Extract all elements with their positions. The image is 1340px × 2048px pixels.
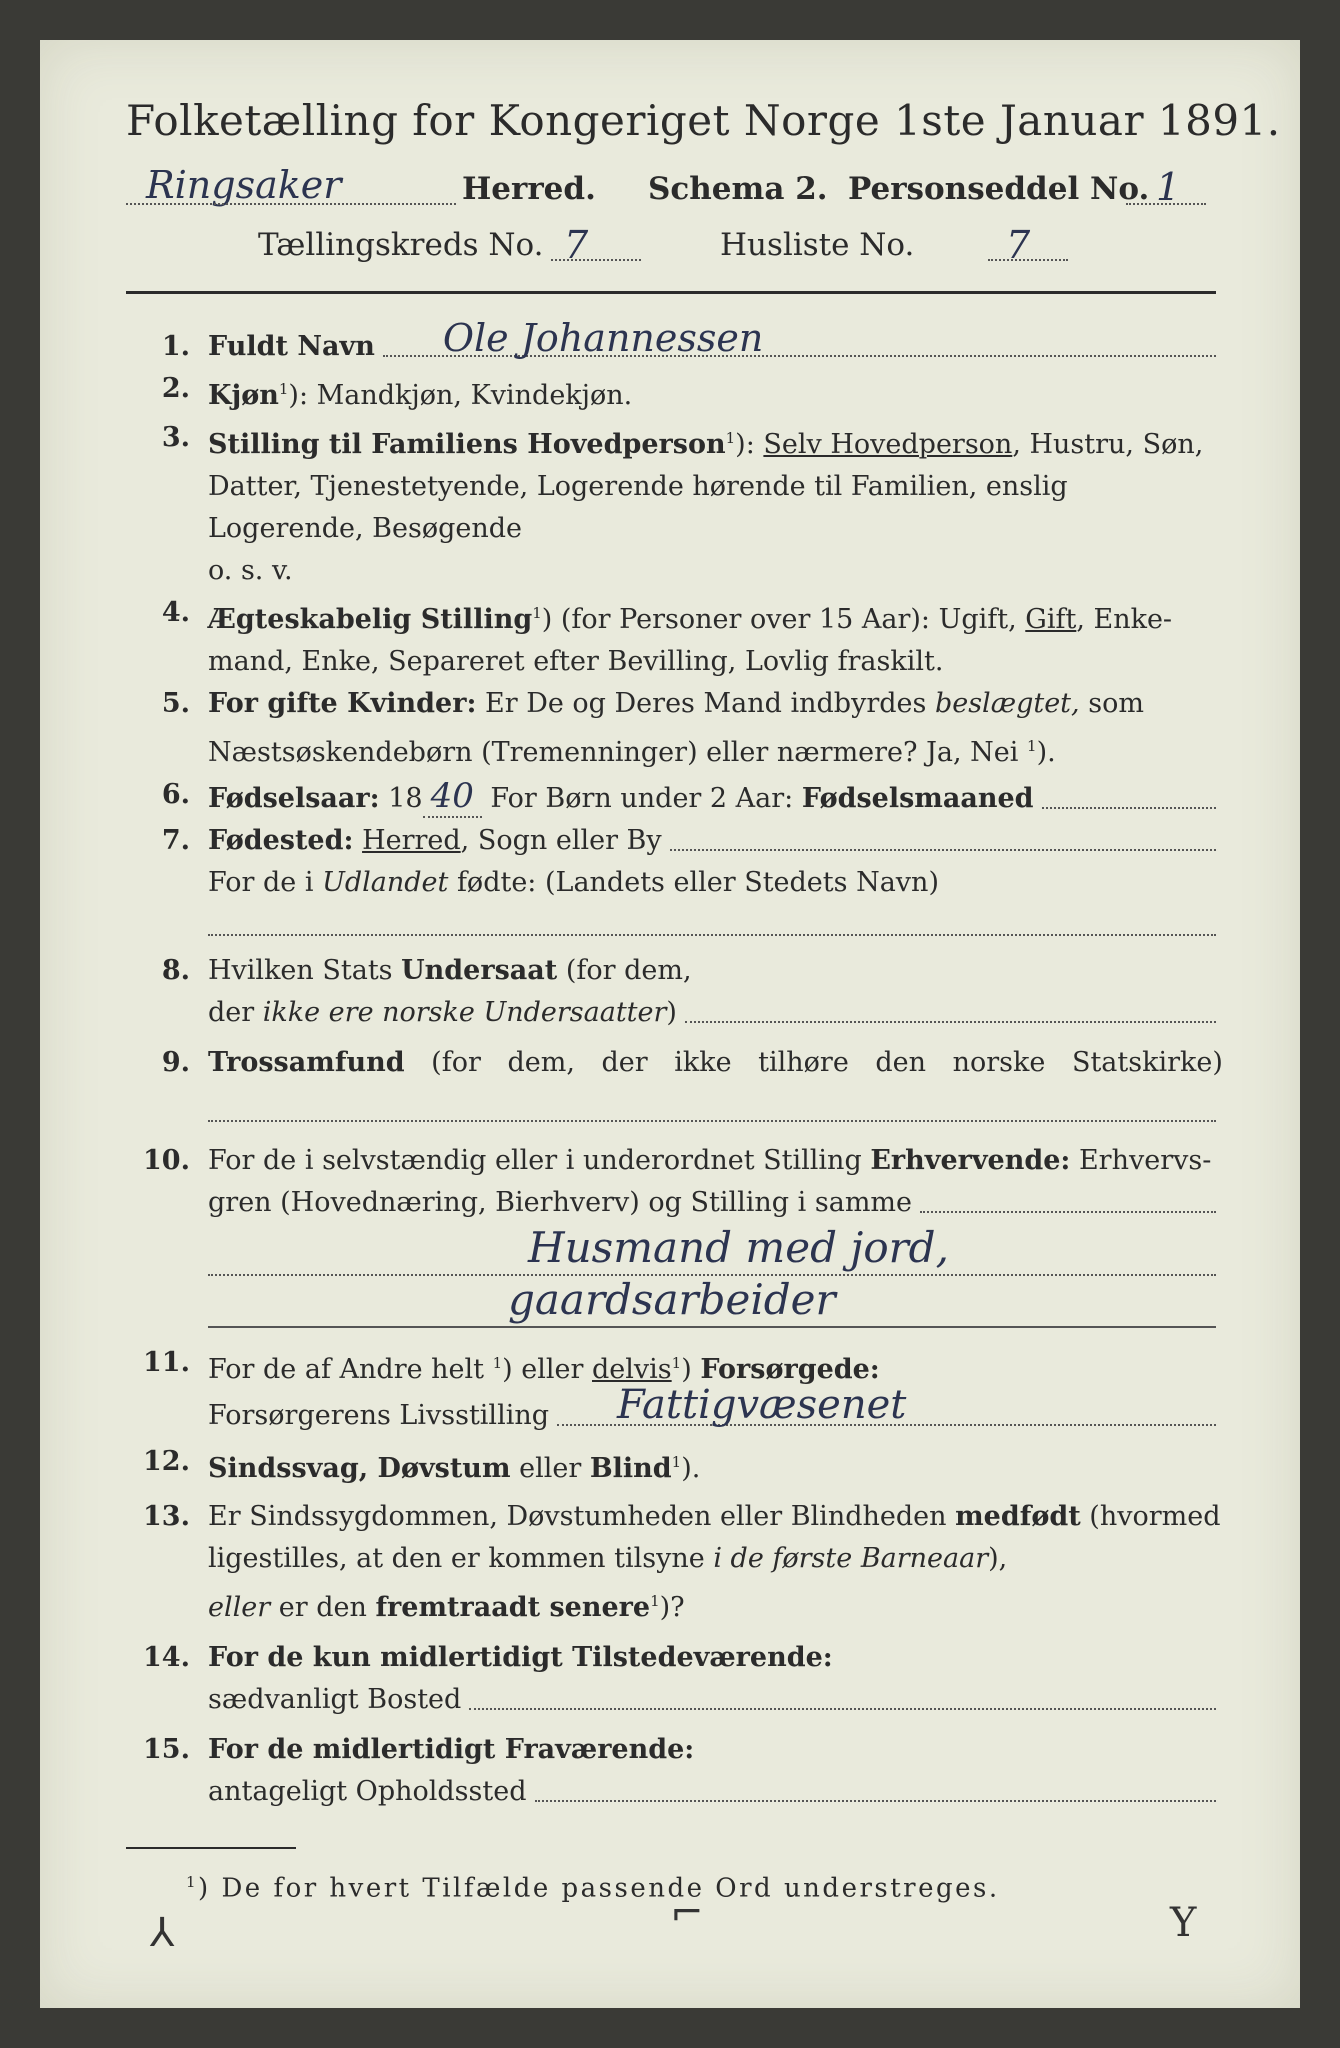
text: (for dem, der ikke tilhøre den norske Statskirke) <box>404 1047 1223 1078</box>
line-3: Logerende, Besøgende <box>208 513 522 544</box>
item-label: For de kun midlertidigt Tilstedeværende: <box>208 1642 833 1673</box>
item-label: Fødselsaar: <box>208 783 380 814</box>
text: Er De og Deres Mand indbyrdes <box>476 688 935 719</box>
corner-mark-right: Y <box>1170 1900 1197 1946</box>
header-divider <box>126 291 1216 294</box>
item-label: Ægteskabelig Stilling <box>208 604 533 635</box>
text: Forsørgerens Livsstilling <box>208 1400 550 1431</box>
italic-text: ikke ere norske Undersaatter <box>262 997 667 1028</box>
text: (for dem, <box>557 955 692 986</box>
text: ) <box>681 1354 701 1385</box>
text: Sindssvag, Døvstum <box>208 1453 511 1484</box>
text: ). <box>681 1453 701 1484</box>
item-label: Blind <box>589 1453 672 1484</box>
occupation-line-2 <box>208 1276 1216 1328</box>
personseddel-label: Personseddel No. <box>848 171 1150 207</box>
fill-line <box>685 1021 1216 1023</box>
birth-year-text <box>208 775 1034 820</box>
census-sheet <box>40 40 1300 2008</box>
occupation-line-1 <box>208 1224 1216 1276</box>
text: sædvanligt Bosted <box>208 1684 462 1715</box>
line-1 <box>208 592 1216 641</box>
item-number: 7. <box>161 825 190 856</box>
item-7-birthplace <box>126 820 1216 904</box>
item-number: 9. <box>161 1047 190 1078</box>
line-3 <box>208 1580 1216 1629</box>
husliste-label: Husliste No. <box>720 227 915 263</box>
item-number: 5. <box>161 688 190 719</box>
item-options: ): Mandkjøn, Kvindekjøn. <box>288 380 633 411</box>
item-label: Undersaat <box>401 955 558 986</box>
husliste-dots <box>988 258 1068 261</box>
footnote-ref: 1 <box>671 1453 682 1471</box>
text: ligestilles, at den er kommen tilsyne <box>208 1543 714 1574</box>
line-2 <box>208 1538 1216 1580</box>
selected-option: Herred <box>362 825 461 856</box>
text: fødte: (Landets eller Stedets Navn) <box>448 867 939 898</box>
line-1 <box>208 683 1216 725</box>
birthplace-extra-line <box>208 904 1216 936</box>
form-title: Folketælling for Kongeriget Norge 1ste Januar 1891. <box>126 96 1281 145</box>
text: (hvormed <box>1080 1501 1221 1532</box>
text: ): <box>735 429 764 460</box>
footnote-text: ) De for hvert Tilfælde passende Ord understreges. <box>198 1873 1000 1904</box>
item-number: 11. <box>143 1347 190 1378</box>
herred-dots <box>126 202 456 205</box>
item-10-occupation <box>126 1140 1216 1224</box>
item-8-citizenship <box>126 950 1216 1034</box>
text: , Enke- <box>1076 604 1173 635</box>
item-label: Erhvervende: <box>870 1145 1071 1176</box>
italic-text: eller <box>208 1592 271 1623</box>
text: Erhvervs- <box>1070 1145 1212 1176</box>
occupation-handwritten-2: gaardsarbeider <box>508 1275 836 1324</box>
footnote-ref: 1 <box>492 1354 503 1372</box>
item-number: 13. <box>143 1501 190 1532</box>
item-label: Fødested: <box>208 825 354 856</box>
kreds-label: Tællingskreds No. <box>258 227 544 263</box>
item-12-disability <box>126 1441 1216 1490</box>
husliste-handwritten: 7 <box>1006 223 1031 267</box>
schema-label: Schema 2. <box>648 171 828 207</box>
footnote-ref: 1 <box>1027 737 1037 755</box>
fill-line <box>469 1708 1216 1710</box>
item-number: 8. <box>161 955 190 986</box>
text: ) <box>666 997 677 1028</box>
line-2 <box>208 992 1216 1034</box>
text: For de i selvstændig eller i underordnet Stilling <box>208 1145 871 1176</box>
line-2 <box>208 862 1216 904</box>
fill-line <box>1042 807 1216 809</box>
occupation-handwritten-1: Husmand med jord, <box>528 1223 949 1272</box>
text: , Hustru, Søn, <box>1012 429 1204 460</box>
item-14-temporary-present <box>126 1637 1216 1721</box>
line-4: o. s. v. <box>208 555 293 586</box>
item-label: Fuldt Navn <box>208 331 375 362</box>
footnote-ref: 1 <box>671 1354 682 1372</box>
item-number: 12. <box>143 1446 190 1477</box>
header-line-2 <box>126 213 1216 269</box>
item-9-religion <box>126 1042 1223 1084</box>
form-content <box>126 96 1281 1904</box>
text: gren (Hovednæring, Bierhverv) og Stilling i samme <box>208 1187 913 1218</box>
item-label: For de midlertidigt Fraværende: <box>208 1734 695 1765</box>
text: der <box>208 997 263 1028</box>
line-2 <box>208 1771 1216 1813</box>
religion-line <box>208 1084 1216 1122</box>
birth-year-handwritten: 40 <box>423 776 482 818</box>
selected-option: Gift <box>1025 604 1077 635</box>
item-label: For gifte Kvinder: <box>208 688 477 719</box>
footnote-ref: 1 <box>278 380 289 398</box>
line-1 <box>208 1496 1221 1538</box>
item-label: Stilling til Familiens Hovedperson <box>208 429 726 460</box>
header-line-1 <box>126 163 1216 213</box>
bold-text: medfødt <box>955 1501 1081 1532</box>
item-6-birth-year <box>126 774 1216 820</box>
fill-line <box>383 316 1216 360</box>
personseddel-dots <box>1126 202 1206 205</box>
item-number: 1. <box>161 331 190 362</box>
herred-label: Herred. <box>462 171 596 207</box>
herred-handwritten: Ringsaker <box>146 163 342 207</box>
footnote-ref: 1 <box>650 1592 660 1610</box>
fill-line <box>535 1800 1217 1802</box>
text: For de i <box>208 867 323 898</box>
text: Hvilken Stats <box>208 955 402 986</box>
line-2 <box>208 1382 1216 1437</box>
text: 18 <box>379 783 423 814</box>
footnote-ref: 1 <box>186 1873 199 1891</box>
item-11-supported <box>126 1342 1216 1437</box>
text: eller <box>510 1453 590 1484</box>
line-1 <box>208 1042 1223 1084</box>
text: antageligt Opholdssted <box>208 1776 527 1807</box>
item-5-married-women <box>126 683 1216 774</box>
fill-line <box>670 849 1216 851</box>
item-number: 4. <box>161 597 190 628</box>
item-label: Trossamfund <box>208 1047 405 1078</box>
item-2-sex <box>126 368 1216 417</box>
item-number: 3. <box>161 422 190 453</box>
selected-option: Selv Hovedperson <box>763 429 1013 460</box>
item-number: 10. <box>143 1145 190 1176</box>
item-number: 2. <box>161 373 190 404</box>
item-number: 15. <box>143 1734 190 1765</box>
footnote-ref: 1 <box>725 429 736 447</box>
line-1 <box>208 417 1216 466</box>
text: ) (for Personer over 15 Aar): Ugift, <box>541 604 1026 635</box>
footnote-ref: 1 <box>532 604 542 622</box>
line-2: Datter, Tjenestetyende, Logerende hørende til Familien, enslig <box>208 471 1068 502</box>
item-15-temporary-absent <box>126 1729 1216 1813</box>
full-name-handwritten: Ole Johannessen <box>442 316 764 360</box>
corner-mark-center: ⌐ <box>670 1890 704 1936</box>
italic-text: Udlandet <box>322 867 449 898</box>
line-1 <box>208 950 1216 992</box>
text: , Sogn eller By <box>460 825 662 856</box>
text: Er Sindssygdommen, Døvstumheden eller Blindheden <box>208 1501 956 1532</box>
footnote-divider <box>126 1847 296 1849</box>
text: For Børn under 2 Aar: <box>481 783 802 814</box>
birth-month-label: Fødselsmaaned <box>801 783 1034 814</box>
item-4-marital-status <box>126 592 1216 683</box>
text: Næstsøskendebørn (Tremenninger) eller nærmere? Ja, Nei <box>208 737 1028 768</box>
selected-option: delvis <box>592 1354 672 1385</box>
fill-line <box>920 1211 1216 1213</box>
bold-text: fremtraadt senere <box>375 1592 651 1623</box>
line-2 <box>208 725 1216 774</box>
text: er den <box>270 1592 376 1623</box>
text: ), <box>988 1543 1008 1574</box>
item-13-congenital <box>126 1496 1221 1629</box>
kreds-handwritten: 7 <box>564 223 589 267</box>
line-2: mand, Enke, Separeret efter Bevilling, Lovlig fraskilt. <box>208 646 944 677</box>
line-2 <box>208 1182 1216 1224</box>
text: ) eller <box>502 1354 592 1385</box>
line-2 <box>208 1679 1216 1721</box>
item-label: Kjøn <box>208 380 279 411</box>
item-1-full-name <box>126 316 1216 368</box>
text: For de af Andre helt <box>208 1354 493 1385</box>
corner-mark-left: ⅄ <box>150 1910 175 1956</box>
line-1 <box>208 820 1216 862</box>
kreds-dots <box>551 258 641 261</box>
provider-handwritten: Fattigvæsenet <box>617 1382 907 1428</box>
italic-text: i de første Barneaar <box>713 1543 989 1574</box>
item-number: 6. <box>161 779 190 810</box>
item-3-family-position <box>126 417 1216 592</box>
line-1 <box>208 1140 1216 1182</box>
text: som <box>1079 688 1144 719</box>
fill-line <box>557 1382 1216 1428</box>
text: ). <box>1036 737 1056 768</box>
personseddel-handwritten: 1 <box>1156 165 1181 209</box>
item-label: Forsørgede: <box>700 1354 880 1385</box>
text: )? <box>659 1592 685 1623</box>
item-number: 14. <box>143 1642 190 1673</box>
italic-text: beslægtet, <box>934 688 1080 719</box>
